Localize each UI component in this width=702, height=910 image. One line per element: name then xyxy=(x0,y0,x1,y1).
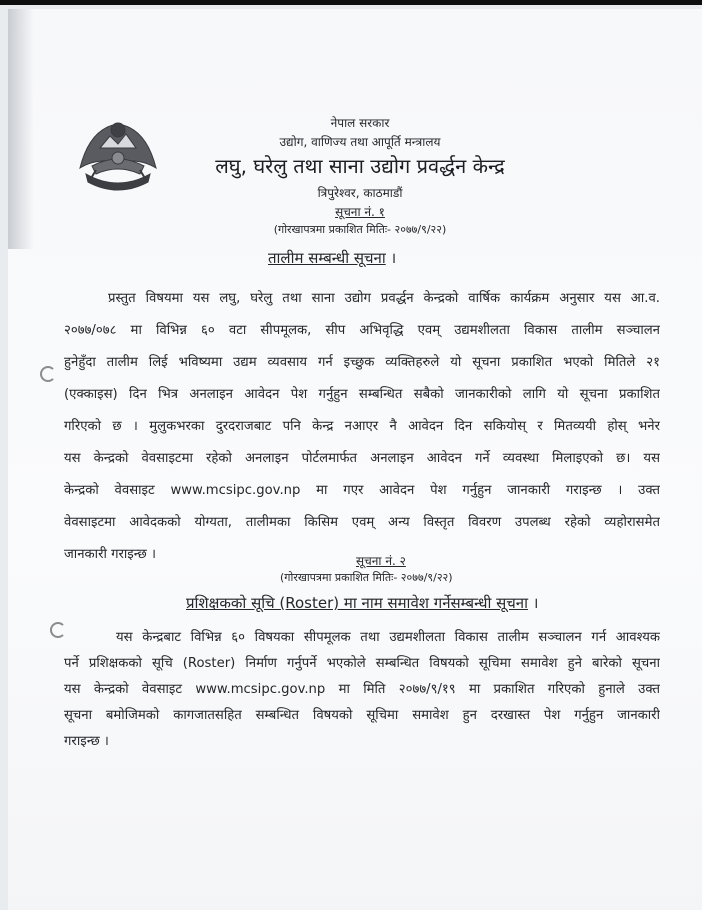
notice2-title-text: प्रशिक्षकको सूचि (Roster) मा नाम समावेश गर्नेसम्बन्धी सूचना xyxy=(186,594,529,612)
punch-hole-mark xyxy=(50,622,66,638)
scan-top-edge xyxy=(0,0,702,5)
notice2-title xyxy=(186,593,538,613)
notice2-line: गराइन्छ । xyxy=(64,734,109,749)
notice1-published-date: (गोरखापत्रमा प्रकाशित मितिः- २०७७/९/२२) xyxy=(273,223,447,236)
notice1-line: २०७७/०७८ मा विभिन्न ६० वटा सीपमूलक, सीप अभिवृद्धि एवम् उद्यमशीलता विकास तालीम सञ्चालन xyxy=(64,323,660,338)
header-ministry: उद्योग, वाणिज्य तथा आपूर्ति मन्त्रालय xyxy=(279,135,441,149)
notice1-line: वेवसाइटमा आवेदकको योग्यता, तालीमका किसिम एवम् अन्य विस्तृत विवरण उपलब्ध रहेको व्यहोरासमेत xyxy=(64,515,660,530)
notice1-line: प्रस्तुत विषयमा यस लघु, घरेलु तथा साना उद्योग प्रवर्द्धन केन्द्रको वार्षिक कार्यक्रम अनुसार यस आ.व. xyxy=(108,291,660,306)
page-fold-shadow xyxy=(8,9,34,249)
notice2-line: सूचना बमोजिमको कागजातसहित सम्बन्धित विषयको सूचिमा समावेश हुन दरखास्त पेश गर्नुहुन जानकारी xyxy=(64,708,660,723)
notice1-line: यस केन्द्रको वेवसाइटमा रहेको अनलाइन पोर्टलमार्फत अनलाइन आवेदन गर्ने व्यवस्था मिलाइएको छ। यस xyxy=(64,451,660,466)
notice1-number: सूचना नं. १ xyxy=(335,205,385,219)
header-address: त्रिपुरेश्वर, काठमाडौं xyxy=(317,186,403,200)
notice2-published-date: (गोरखापत्रमा प्रकाशित मितिः- २०७७/९/२२) xyxy=(280,571,453,584)
header-office-name: लघु, घरेलु तथा साना उद्योग प्रवर्द्धन केन्द्र xyxy=(215,154,505,178)
notice1-line: (एक्काइस) दिन भित्र अनलाइन आवेदन पेश गर्नुहुन सम्बन्धित सबैको जानकारीको लागि यो सूचना प्रकाशित xyxy=(64,387,660,402)
notice2-line: पर्ने प्रशिक्षकको सूचि (Roster) निर्माण गर्नुपर्ने भएकोले सम्बन्धित विषयको सूचिमा समावेश हुने बारेको सूचना xyxy=(64,656,660,671)
notice2-line: यस केन्द्रको वेवसाइट www.mcsipc.gov.np मा मिति २०७७/९/१९ मा प्रकाशित गरिएको हुनाले उक्त xyxy=(64,682,660,697)
header-government: नेपाल सरकार xyxy=(330,116,390,130)
notice1-line: हुनेहुँदा तालीम लिई भविष्यमा उद्यम व्यवसाय गर्न इच्छुक व्यक्तिहरुले यो सूचना प्रकाशित भएको मितिले २१ xyxy=(64,355,660,370)
punch-hole-mark xyxy=(40,366,56,382)
notice2-line: यस केन्द्रबाट विभिन्न ६० विषयका सीपमूलक तथा उद्यमशीलता विकास तालीम सञ्चालन गर्न आवश्यक xyxy=(116,630,660,645)
notice1-title-suffix: । xyxy=(390,249,397,267)
notice1-line: जानकारी गराइन्छ । xyxy=(64,547,156,562)
notice1-line: केन्द्रको वेवसाइट www.mcsipc.gov.np मा गएर आवेदन पेश गर्नुहुन जानकारी गराइन्छ । उक्त xyxy=(64,483,660,498)
notice2-number: सूचना नं. २ xyxy=(356,554,406,568)
notice1-title-text: तालीम सम्बन्धी सूचना xyxy=(268,249,386,267)
notice2-body xyxy=(64,625,660,755)
notice1-body xyxy=(64,283,660,571)
notice1-line: गरिएको छ । मुलुकभरका दुरदराजबाट पनि केन्द्र नआएर नै आवेदन दिन सकियोस् र मितव्ययी होस् भनेर xyxy=(64,419,660,434)
notice2-title-suffix: । xyxy=(532,594,539,612)
notice1-title xyxy=(268,248,396,268)
